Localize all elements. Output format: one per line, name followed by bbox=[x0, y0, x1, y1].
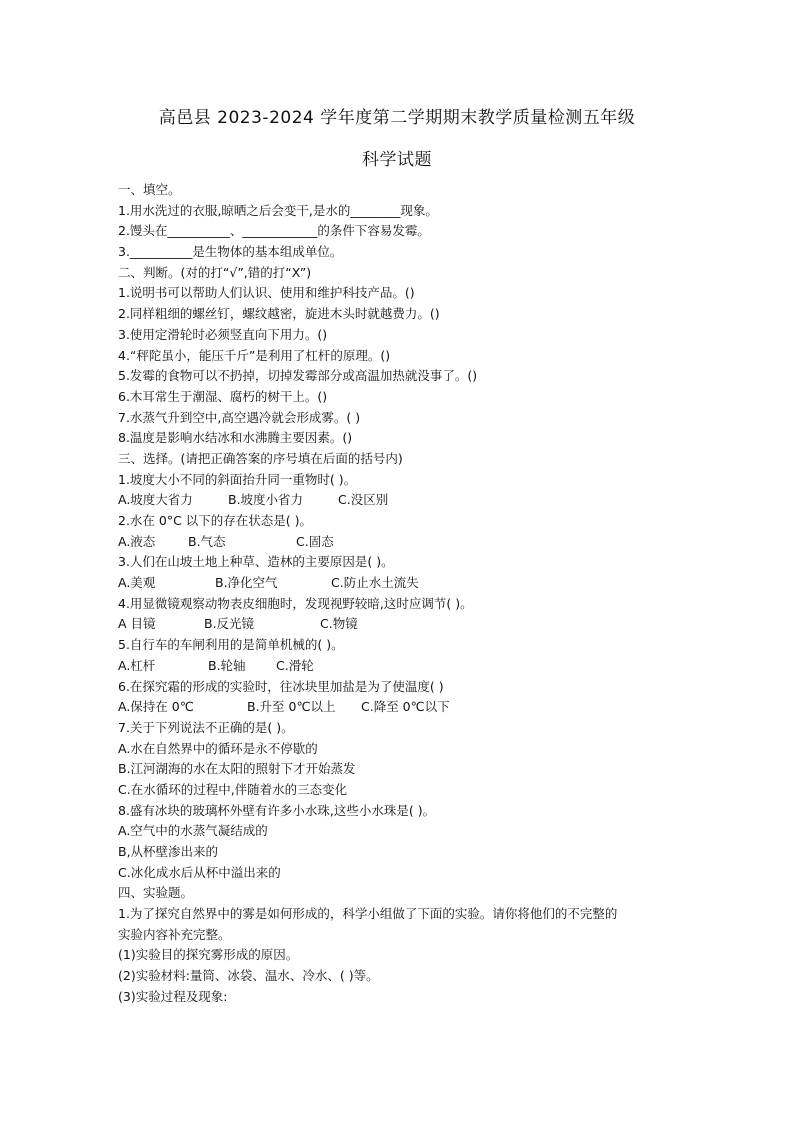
exam-title: 高邑县 2023-2024 学年度第二学期期末教学质量检测五年级 bbox=[158, 108, 636, 128]
option-a: A.坡度大省力 bbox=[118, 492, 193, 508]
question-text: 2.水在 0°C 以下的存在状态是( )。 bbox=[118, 513, 313, 528]
option-b: B.净化空气 bbox=[215, 575, 278, 591]
option-b: B.坡度小省力 bbox=[228, 492, 304, 508]
answer-options bbox=[118, 614, 688, 635]
question-text: 4.“秤陀虽小，能压千斤”是利用了杠杆的原理。() bbox=[118, 347, 391, 363]
option-c: C.没区别 bbox=[338, 492, 389, 508]
option-a: A.美观 bbox=[118, 575, 156, 591]
section-heading-true-false: 二、判断。(对的打“√”,错的打“X”) bbox=[118, 264, 312, 280]
question-text: 3.使用定滑轮时必须竖直向下用力。() bbox=[118, 326, 328, 342]
section-heading-fill-blank: 一、填空。 bbox=[118, 182, 181, 197]
question-text: 3.人们在山坡土地上种草、造林的主要原因是( )。 bbox=[118, 554, 394, 570]
option-b: B.轮轴 bbox=[208, 657, 246, 673]
question-text: 2.馒头在__________、____________的条件下容易发霉。 bbox=[118, 223, 430, 239]
option-a: A 目镜 bbox=[118, 616, 156, 632]
question-text-continued: 实验内容补充完整。 bbox=[118, 926, 231, 942]
option-a: A.杠杆 bbox=[118, 657, 156, 673]
option-c: C.防止水土流失 bbox=[331, 575, 419, 591]
question-text: 1.用水洗过的衣服,晾晒之后会变干,是水的________现象。 bbox=[118, 202, 438, 218]
answer-options bbox=[118, 656, 688, 677]
question-text: 2.同样粗细的螺丝钉，螺纹越密，旋进木头时就越费力。() bbox=[118, 306, 440, 322]
answer-options bbox=[118, 697, 688, 718]
question-text: 6.木耳常生于潮湿、腐朽的树干上。() bbox=[118, 388, 328, 404]
answer-options bbox=[118, 490, 688, 511]
question-text: 1.坡度大小不同的斜面抬升同一重物时( )。 bbox=[118, 471, 357, 487]
question-text: 5.自行车的车闸利用的是简单机械的( )。 bbox=[118, 637, 344, 653]
question-text: 6.在探究霜的形成的实验时，往冰块里加盐是为了使温度( ) bbox=[118, 678, 444, 694]
option-b: B.升至 0℃以上 bbox=[247, 699, 336, 715]
question-text: 5.发霉的食物可以不扔掉，切掉发霉部分或高温加热就没事了。() bbox=[118, 368, 478, 384]
question-text: 8.温度是影响水结冰和水沸腾主要因素。() bbox=[118, 430, 353, 446]
experiment-part: (1)实验目的探究雾形成的原因。 bbox=[118, 947, 299, 963]
section-heading-experiment: 四、实验题。 bbox=[118, 885, 194, 901]
option-a: A.液态 bbox=[118, 533, 156, 549]
option-c: C.固态 bbox=[296, 533, 334, 549]
experiment-part: (3)实验过程及现象: bbox=[118, 988, 228, 1004]
answer-options bbox=[118, 573, 688, 594]
section-heading-multiple-choice: 三、选择。(请把正确答案的序号填在后面的括号内) bbox=[118, 450, 403, 466]
option-c: C.降至 0℃以下 bbox=[361, 699, 450, 715]
question-text: 3.__________是生物体的基本组成单位。 bbox=[118, 244, 343, 260]
option-a: A.空气中的水蒸气凝结成的 bbox=[118, 823, 268, 839]
option-b: B.气态 bbox=[188, 533, 226, 549]
question-text: 7.关于下列说法不正确的是( )。 bbox=[118, 719, 294, 735]
option-a: A.保持在 0℃ bbox=[118, 699, 194, 715]
answer-options bbox=[118, 532, 688, 553]
option-c: C.在水循环的过程中,伴随着水的三态变化 bbox=[118, 781, 348, 797]
option-c: C.滑轮 bbox=[276, 657, 314, 673]
question-text: 7.水蒸气升到空中,高空遇冷就会形成雾。( ) bbox=[118, 409, 361, 425]
option-a: A.水在自然界中的循环是永不停歇的 bbox=[118, 740, 318, 756]
experiment-part: (2)实验材料:量筒、冰袋、温水、冷水、( )等。 bbox=[118, 968, 379, 984]
option-c: C.物镜 bbox=[320, 616, 358, 632]
exam-content bbox=[118, 180, 688, 1008]
option-b: B.反光镜 bbox=[204, 616, 255, 632]
question-text: 4.用显微镜观察动物表皮细胞时，发现视野较暗,这时应调节( )。 bbox=[118, 595, 473, 611]
question-text: 1.说明书可以帮助人们认识、使用和维护科技产品。() bbox=[118, 285, 415, 301]
question-text: 8.盛有冰块的玻璃杯外壁有许多小水珠,这些小水珠是( )。 bbox=[118, 802, 436, 818]
exam-subtitle: 科学试题 bbox=[362, 150, 432, 170]
option-c: C.冰化成水后从杯中溢出来的 bbox=[118, 864, 281, 880]
question-text: 1.为了探究自然界中的雾是如何形成的，科学小组做了下面的实验。请你将他们的不完整的 bbox=[118, 906, 618, 922]
option-b: B,从杯壁渗出来的 bbox=[118, 844, 219, 859]
option-b: B.江河湖海的水在太阳的照射下才开始蒸发 bbox=[118, 761, 356, 777]
